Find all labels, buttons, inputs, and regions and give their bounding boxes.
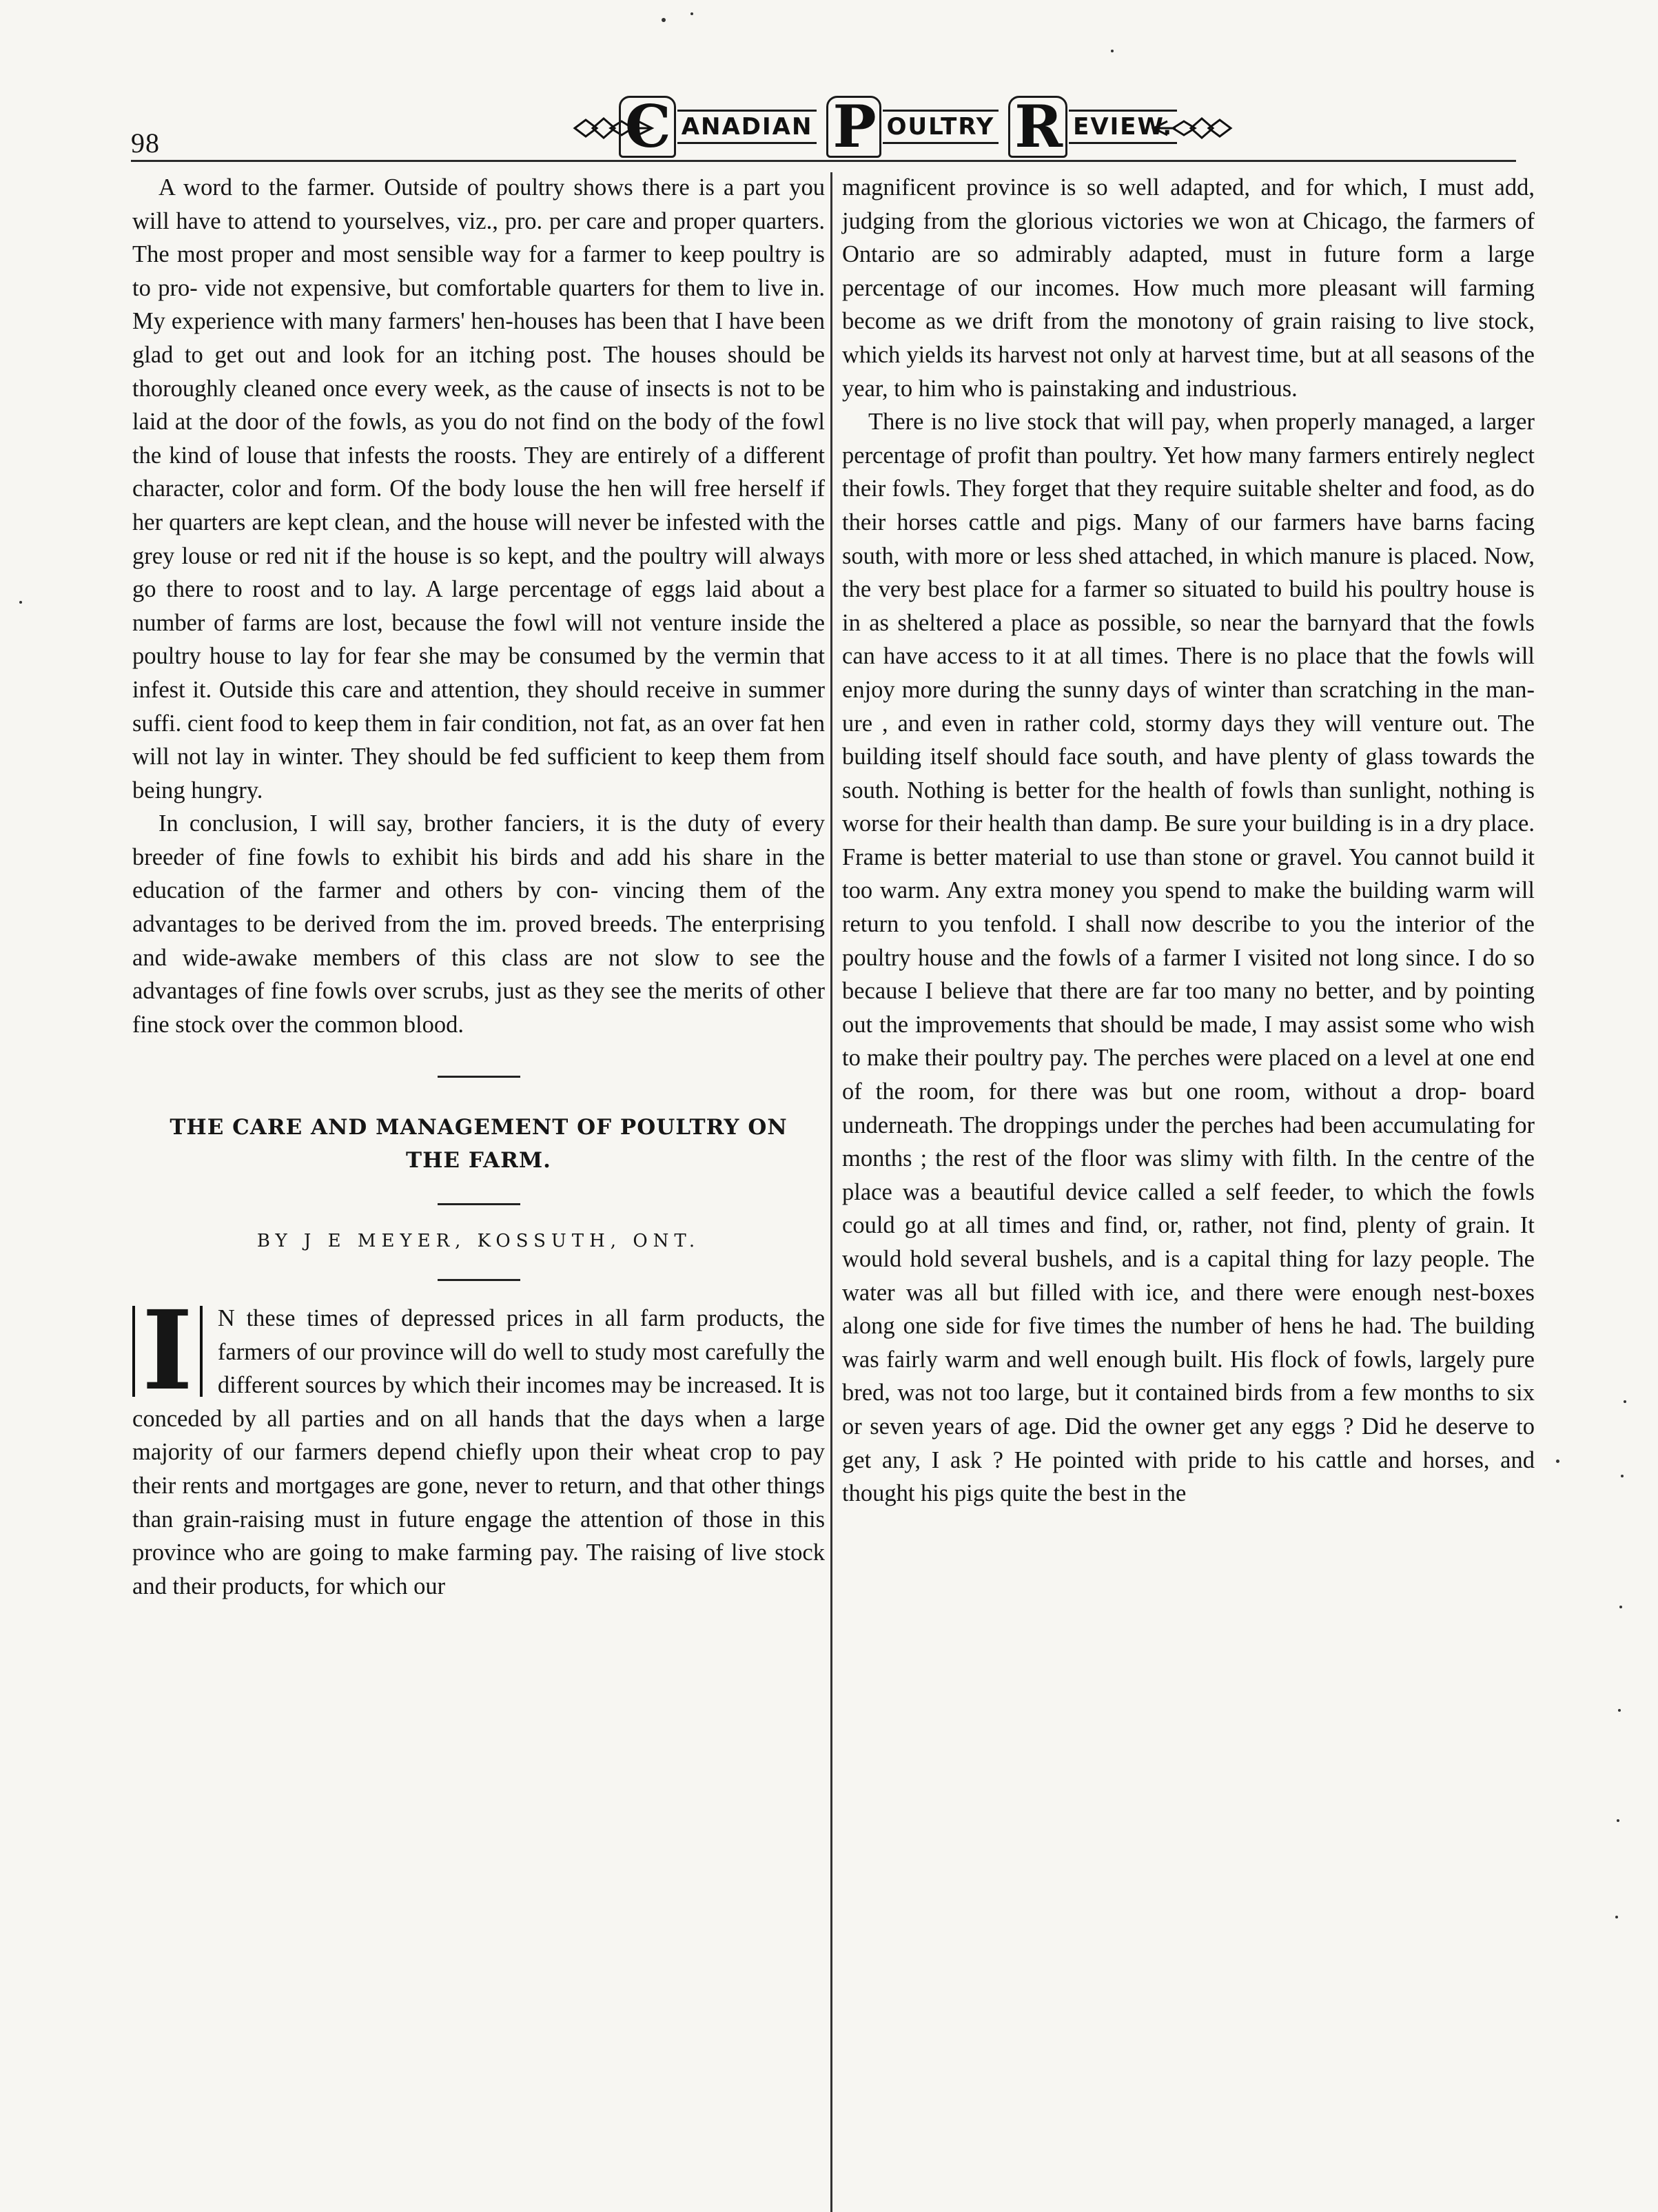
- ink-speck: [19, 601, 22, 604]
- page-header: [131, 92, 1516, 163]
- paragraph: A word to the farmer. Outside of poultry shows there is a part you will have to attend to yourselves, viz., pro. per care and proper quarters. The most proper and most sensible way for a farmer to keep poultry is to pro- vide not expensive, but comfortable quarters for them to live in. My experience with many farmers' hen-houses has been that I have been glad to get out and look for an itching post. The houses should be thoroughly cleaned once every week, as the cause of insects is not to be laid at the door of the fowls, as you do not find on the body of the fowl the kind of louse that infests the roosts. They are entirely of a different character, color and form. Of the body louse the hen will free herself if her quarters are kept clean, and the house will never be infested with the grey louse or red nit if the house is so kept, and the poultry will always go there to roost and to lay. A large percentage of eggs laid about a number of farms are lost, because the fowl will not venture inside the poultry house to lay for fear she may be consumed by the vermin that infest it. Outside this care and attention, they should receive in summer suffi. cient food to keep them in fair condition, not fat, as an over fat hen will not lay in winter. They should be fed sufficient to keep them from being hungry.: [132, 174, 825, 803]
- masthead-title: [624, 92, 1174, 161]
- masthead-word-review: EVIEW.: [1069, 110, 1177, 144]
- ink-speck: [1619, 1606, 1622, 1608]
- masthead-letter-r: R: [1008, 96, 1067, 158]
- article-title: THE CARE AND MANAGEMENT OF POULTRY ON THE FARM.: [170, 1115, 788, 1174]
- header-rule: [131, 160, 1516, 162]
- ink-speck: [1624, 1400, 1626, 1403]
- masthead-letter-p: P: [826, 96, 881, 158]
- left-column: [132, 171, 825, 1603]
- ink-speck: [1621, 1475, 1624, 1477]
- paragraph: In conclusion, I will say, brother fanciers, it is the duty of every breeder of fine fowls to exhibit his birds and add his share in the education of the farmer and others by con- vincing them of the advantages to be derived from the im. proved breeds. The enterprising and wide-awake members of this class are not slow to see the advantages of fine fowls over scrubs, just as they see the merits of other fine stock over the common blood.: [132, 810, 825, 1038]
- page-number: 98: [131, 127, 160, 158]
- column-divider: [830, 172, 832, 2212]
- ink-speck: [690, 12, 693, 15]
- ink-speck: [1617, 1819, 1619, 1822]
- ink-speck: [662, 18, 666, 22]
- ink-speck: [1615, 1916, 1618, 1918]
- masthead-letter-c: C: [619, 96, 676, 158]
- drop-cap: I: [132, 1306, 203, 1397]
- right-column: [842, 171, 1535, 1510]
- ink-speck: [1618, 1709, 1621, 1712]
- paragraph: magnificent province is so well adapted, and for which, I must add, judging from the glorious victories we won at Chicago, the farmers of Ontario are so admirably adapted, must in future form a large percentage of our incomes. How much more pleasant will farming become as we drift from the monotony of grain raising to live stock, which yields its harvest not only at harvest time, but at all seasons of the year, to him who is painstaking and industrious.: [842, 174, 1535, 402]
- masthead: [572, 92, 1234, 161]
- paragraph: [132, 1287, 825, 1603]
- masthead-word-canadian: ANADIAN: [677, 110, 817, 144]
- paragraph-text: N these times of depressed prices in all farm products, the farmers of our province will do well to study most carefully the different sources by which their incomes may be increased. It is conceded by all parties and on all hands that the days when a large majority of our farmers depend chiefly upon their wheat crop to pay their rents and mortgages are gone, never to return, and that other things than grain-raising must in future engage the attention of those in this province who are going to make farming pay. The raising of live stock and their products, for which our: [132, 1305, 825, 1599]
- masthead-word-poultry: OULTRY: [883, 110, 999, 144]
- article-byline: BY J E MEYER, KOSSUTH, ONT.: [256, 1231, 701, 1252]
- paragraph: There is no live stock that will pay, when properly managed, a larger percentage of profit than poultry. Yet how many farmers entirely neglect their fowls. They forget that they require suitable shelter and food, as do their horses cattle and pigs. Many of our farmers have barns facing south, with more or less shed attached, in which manure is placed. Now, the very best place for a farmer so situated to build his poultry house is in as sheltered a place as possible, so near the barnyard that the fowls can have access to it at all times. There is no place that the fowls will enjoy more during the sunny days of winter than scratching in the man- ure , and even in rather cold, stormy days they will venture out. The building itself should face south, and have plenty of glass towards the south. Nothing is better for the health of fowls than sunlight, nothing is worse for their health than damp. Be sure your building is in a dry place. Frame is better material to use than stone or gravel. You cannot build it too warm. Any extra money you spend to make the building warm will return to you tenfold. I shall now describe to you the interior of the poultry house and the fowls of a farmer I visited not long since. I do so because I believe that there are far too many no better, and by pointing out the improvements that should be made, I may assist some who wish to make their poultry pay. The perches were placed on a level at one end of the room, for there was but one room, without a drop- board underneath. The droppings under the perches had been accumulating for months ; the rest of the floor was slimy with filth. In the centre of the place was a beautiful device called a self feeder, to which the fowls could go at all times and find, or, rather, not find, plenty of grain. It would hold several bushels, and is a capital thing for lazy people. The water was all but filled with ice, and there were enough nest-boxes along one side for five times the number of hens he had. The building was fairly warm and well enough built. His flock of fowls, largely pure bred, was not too large, but it contained birds from a few months to six or seven years of age. Did the owner get any eggs ? Did he deserve to get any, I ask ? He pointed with pride to his cattle and horses, and thought his pigs quite the best in the: [842, 409, 1535, 1507]
- ink-speck: [1556, 1460, 1559, 1463]
- ornament-right-icon: [1151, 112, 1234, 145]
- ink-speck: [1111, 50, 1114, 52]
